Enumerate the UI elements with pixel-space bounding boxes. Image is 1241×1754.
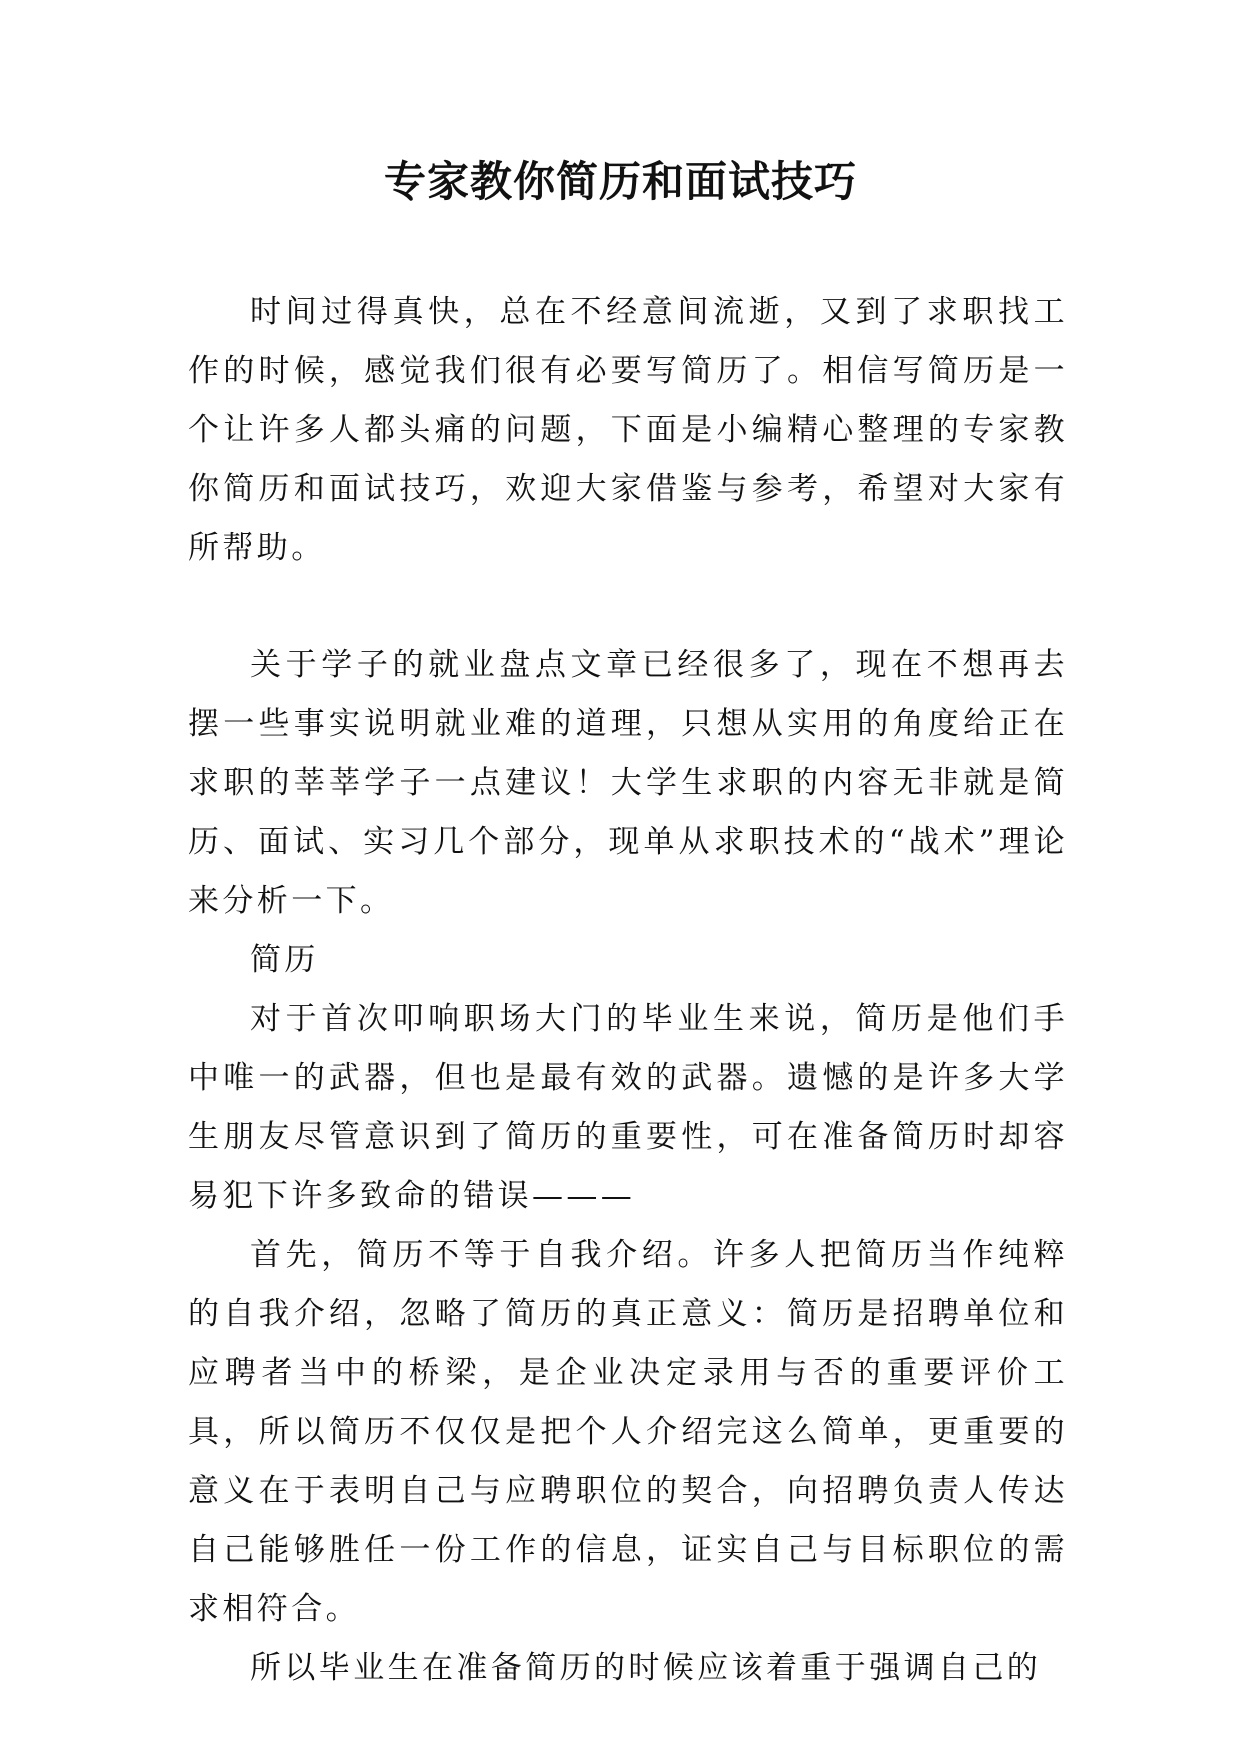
paragraph-spacer — [188, 578, 1068, 636]
paragraph-intro: 时间过得真快，总在不经意间流逝，又到了求职找工作的时候，感觉我们很有必要写简历了。相信写简历是一个让许多人都头痛的问题，下面是小编精心整理的专家教你简历和面试技巧，欢迎大家借鉴与参考，希望对大家有所帮助。 — [188, 294, 1068, 566]
paragraph-resume-weapon: 对于首次叩响职场大门的毕业生来说，简历是他们手中唯一的武器，但也是最有效的武器。遗憾的是许多大学生朋友尽管意识到了简历的重要性，可在准备简历时却容易犯下许多致命的错误——— — [188, 1001, 1068, 1214]
document-body — [188, 283, 1068, 1698]
paragraph-resume-emphasis: 所以毕业生在准备简历的时候应该着重于强调自己的 — [250, 1650, 1042, 1686]
section-heading-resume: 简历 — [250, 942, 319, 978]
paragraph-employment: 关于学子的就业盘点文章已经很多了，现在不想再去摆一些事实说明就业难的道理，只想从实用的角度给正在求职的莘莘学子一点建议！大学生求职的内容无非就是简历、面试、实习几个部分，现单从求职技术的“战术”理论来分析一下。 — [188, 647, 1068, 919]
paragraph-resume-not-intro: 首先，简历不等于自我介绍。许多人把简历当作纯粹的自我介绍，忽略了简历的真正意义：简历是招聘单位和应聘者当中的桥梁，是企业决定录用与否的重要评价工具，所以简历不仅仅是把个人介绍完这么简单，更重要的意义在于表明自己与应聘职位的契合，向招聘负责人传达自己能够胜任一份工作的信息，证实自己与目标职位的需求相符合。 — [188, 1237, 1068, 1627]
document-title: 专家教你简历和面试技巧 — [383, 157, 857, 206]
